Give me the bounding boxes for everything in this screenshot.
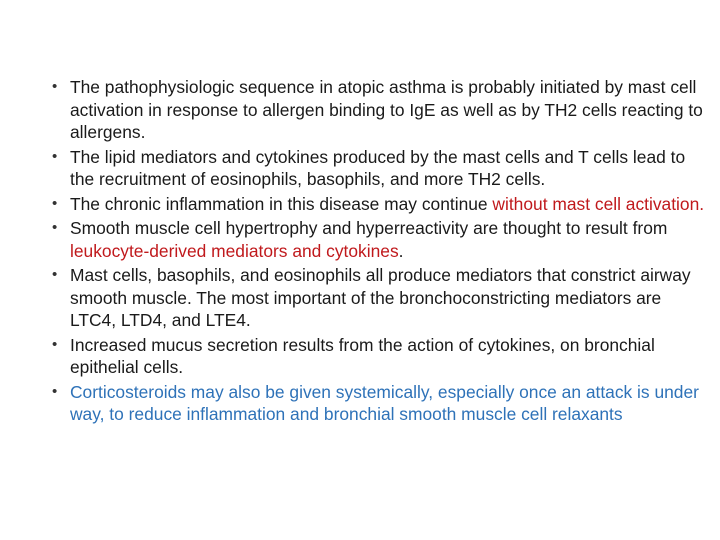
bullet-dot-icon: • (52, 335, 58, 353)
bullet-text: Mast cells, basophils, and eosinophils all produce mediators that constrict airway smooth muscle. The most important of the bronchoconstricting mediators are LTC4, LTD4, and LTE4. (70, 265, 691, 330)
bullet-item-7 (48, 381, 708, 426)
bullet-list (48, 76, 708, 428)
bullet-item-6 (48, 334, 708, 379)
bullet-dot-icon: • (52, 147, 58, 165)
bullet-item-3 (48, 193, 708, 216)
bullet-dot-icon: • (52, 219, 58, 236)
bullet-dot-icon: • (52, 266, 58, 283)
bullet-dot-icon: • (52, 194, 58, 212)
bullet-text: Increased mucus secretion results from the action of cytokines, on bronchial epithelial cells. (70, 334, 655, 377)
bullet-text: The lipid mediators and cytokines produced by the mast cells and T cells lead to the recruitment of eosinophils, basophils, and more TH2 cells. (70, 146, 686, 189)
bullet-dot-icon: • (52, 78, 58, 95)
highlight-text: without mast cell activation. (492, 193, 705, 214)
bullet-dot-icon: • (52, 382, 58, 400)
highlight-text: leukocyte-derived mediators and cytokines (70, 240, 399, 261)
bullet-item-4 (48, 217, 708, 262)
bullet-text: The pathophysiologic sequence in atopic asthma is probably initiated by mast cell activation in response to allergen binding to IgE as well as by TH2 cells reacting to allergens. (70, 77, 703, 142)
bullet-item-5 (48, 264, 708, 332)
bullet-text: The chronic inflammation in this disease may continue (70, 193, 493, 214)
bullet-text: Corticosteroids may also be given systemically, especially once an attack is under way, to reduce inflammation and bronchial smooth muscle cell relaxants (70, 381, 699, 424)
bullet-item-1 (48, 76, 708, 144)
bullet-text: Smooth muscle cell hypertrophy and hyperreactivity are thought to result from (70, 218, 668, 238)
bullet-text-end: . (398, 240, 404, 261)
bullet-item-2 (48, 146, 708, 191)
